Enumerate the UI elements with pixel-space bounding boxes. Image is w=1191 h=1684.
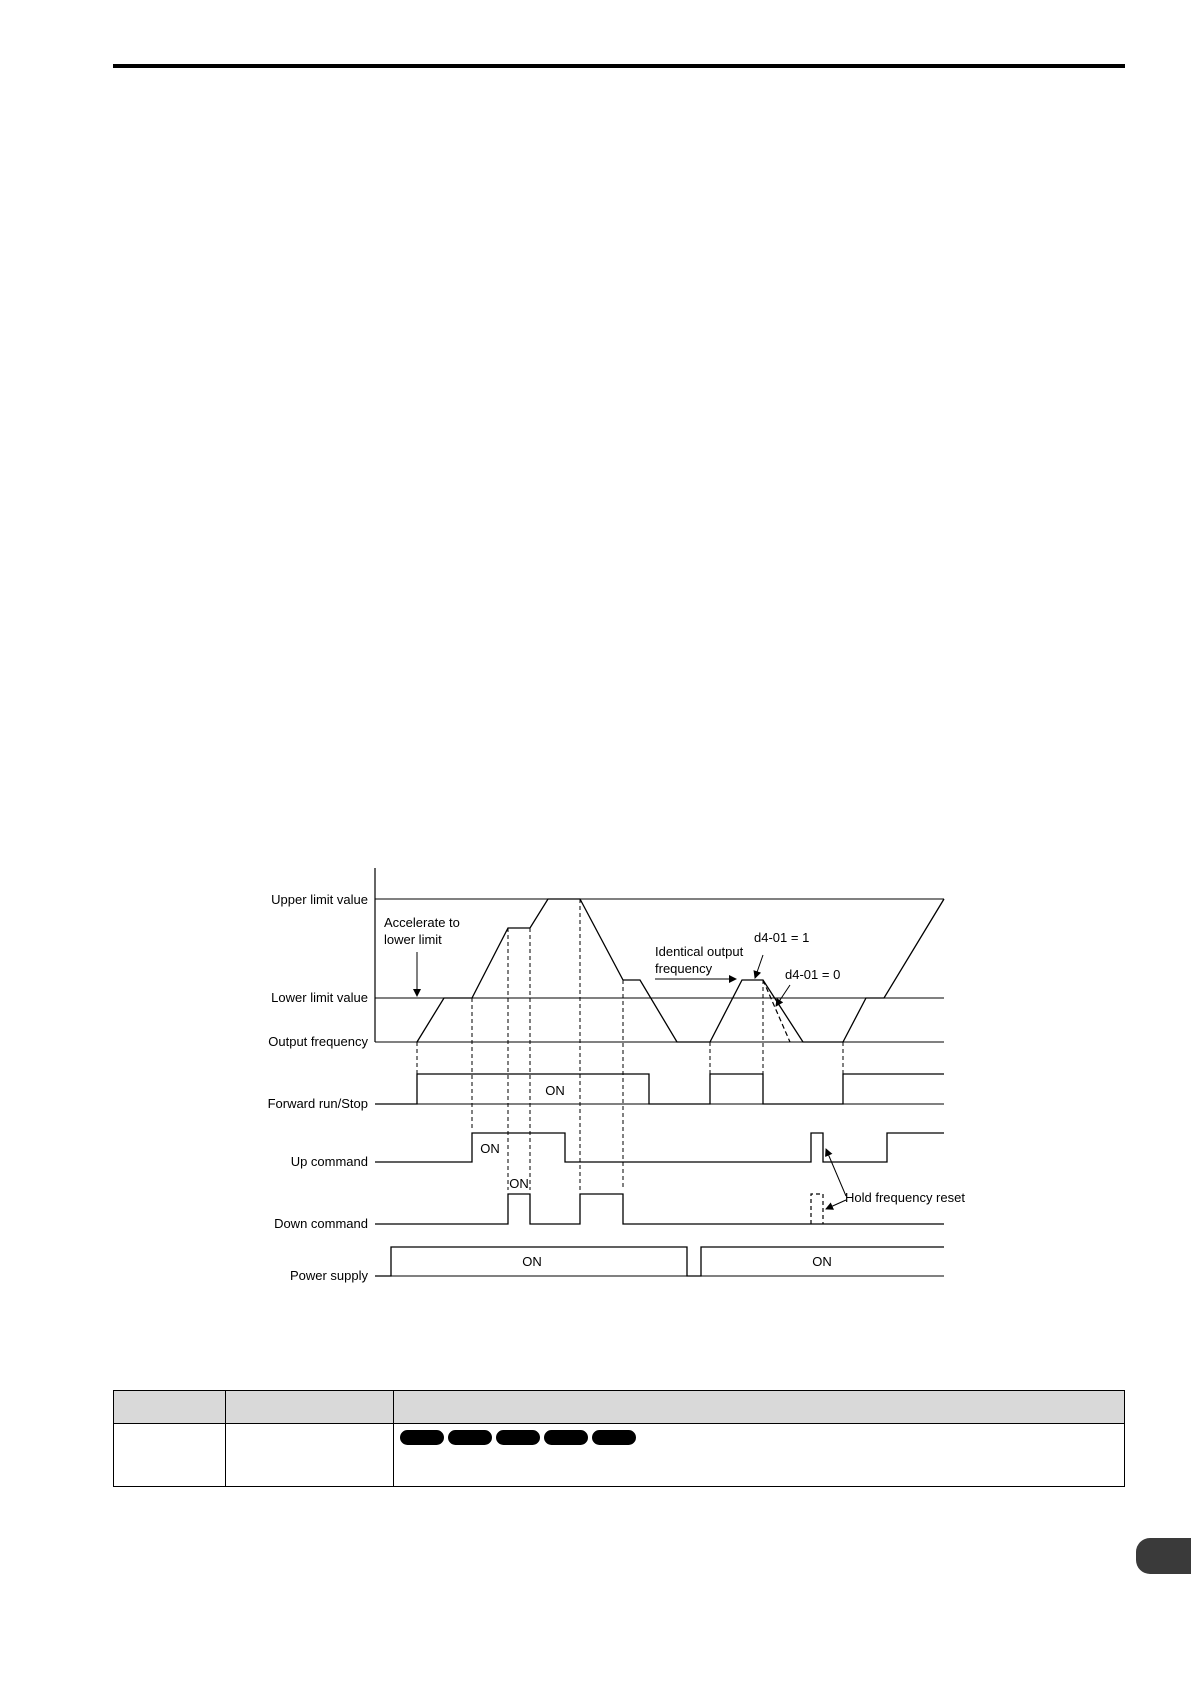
control-mode-badge: [496, 1430, 540, 1445]
label-forward-run: Forward run/Stop: [267, 1096, 368, 1111]
label-power-supply: Power supply: [289, 1268, 368, 1283]
header-cell: [226, 1391, 394, 1424]
control-mode-badge: [448, 1430, 492, 1445]
label-output-frequency: Output frequency: [268, 1034, 368, 1049]
annotation-hold-reset: Hold frequency reset: [845, 1190, 965, 1205]
down-command-reset-pulse: [811, 1194, 823, 1224]
control-mode-badges: [394, 1424, 1124, 1445]
hold-reset-arrow-down: [826, 1200, 846, 1209]
annotation-d4-01-1: d4-01 = 1: [754, 930, 810, 945]
table-header-row: [114, 1391, 1125, 1424]
table-cell: [114, 1424, 226, 1487]
page-section-tab: [1136, 1538, 1191, 1574]
header-cell: [114, 1391, 226, 1424]
annotation-identical-2: frequency: [655, 961, 713, 976]
label-up-command: Up command: [290, 1154, 368, 1169]
control-mode-badge: [400, 1430, 444, 1445]
output-frequency-d4-01-0: [763, 980, 790, 1042]
hold-reset-arrow-up: [826, 1149, 846, 1196]
annotation-identical-1: Identical output: [655, 944, 744, 959]
annotation-accelerate-1: Accelerate to: [384, 915, 460, 930]
annotation-accelerate-2: lower limit: [384, 932, 442, 947]
table-cell: [226, 1424, 394, 1487]
on-label-down-command: ON: [509, 1176, 529, 1191]
on-label-power-supply-2: ON: [812, 1254, 832, 1269]
label-upper-limit: Upper limit value: [271, 892, 368, 907]
table-cell-description: [394, 1424, 1125, 1487]
forward-run-signal: [375, 1074, 944, 1104]
on-label-up-command: ON: [480, 1141, 500, 1156]
table-row: [114, 1424, 1125, 1487]
power-supply-signal: [375, 1247, 944, 1276]
parameter-table: [113, 1390, 1125, 1487]
d4-01-0-arrow: [776, 985, 790, 1006]
control-mode-badge: [544, 1430, 588, 1445]
control-mode-badge: [592, 1430, 636, 1445]
on-label-power-supply-1: ON: [522, 1254, 542, 1269]
label-down-command: Down command: [274, 1216, 368, 1231]
up-command-signal: [375, 1133, 944, 1162]
d4-01-1-arrow: [755, 955, 763, 978]
on-label-forward-run: ON: [545, 1083, 565, 1098]
annotation-d4-01-0: d4-01 = 0: [785, 967, 841, 982]
label-lower-limit: Lower limit value: [271, 990, 368, 1005]
header-cell: [394, 1391, 1125, 1424]
